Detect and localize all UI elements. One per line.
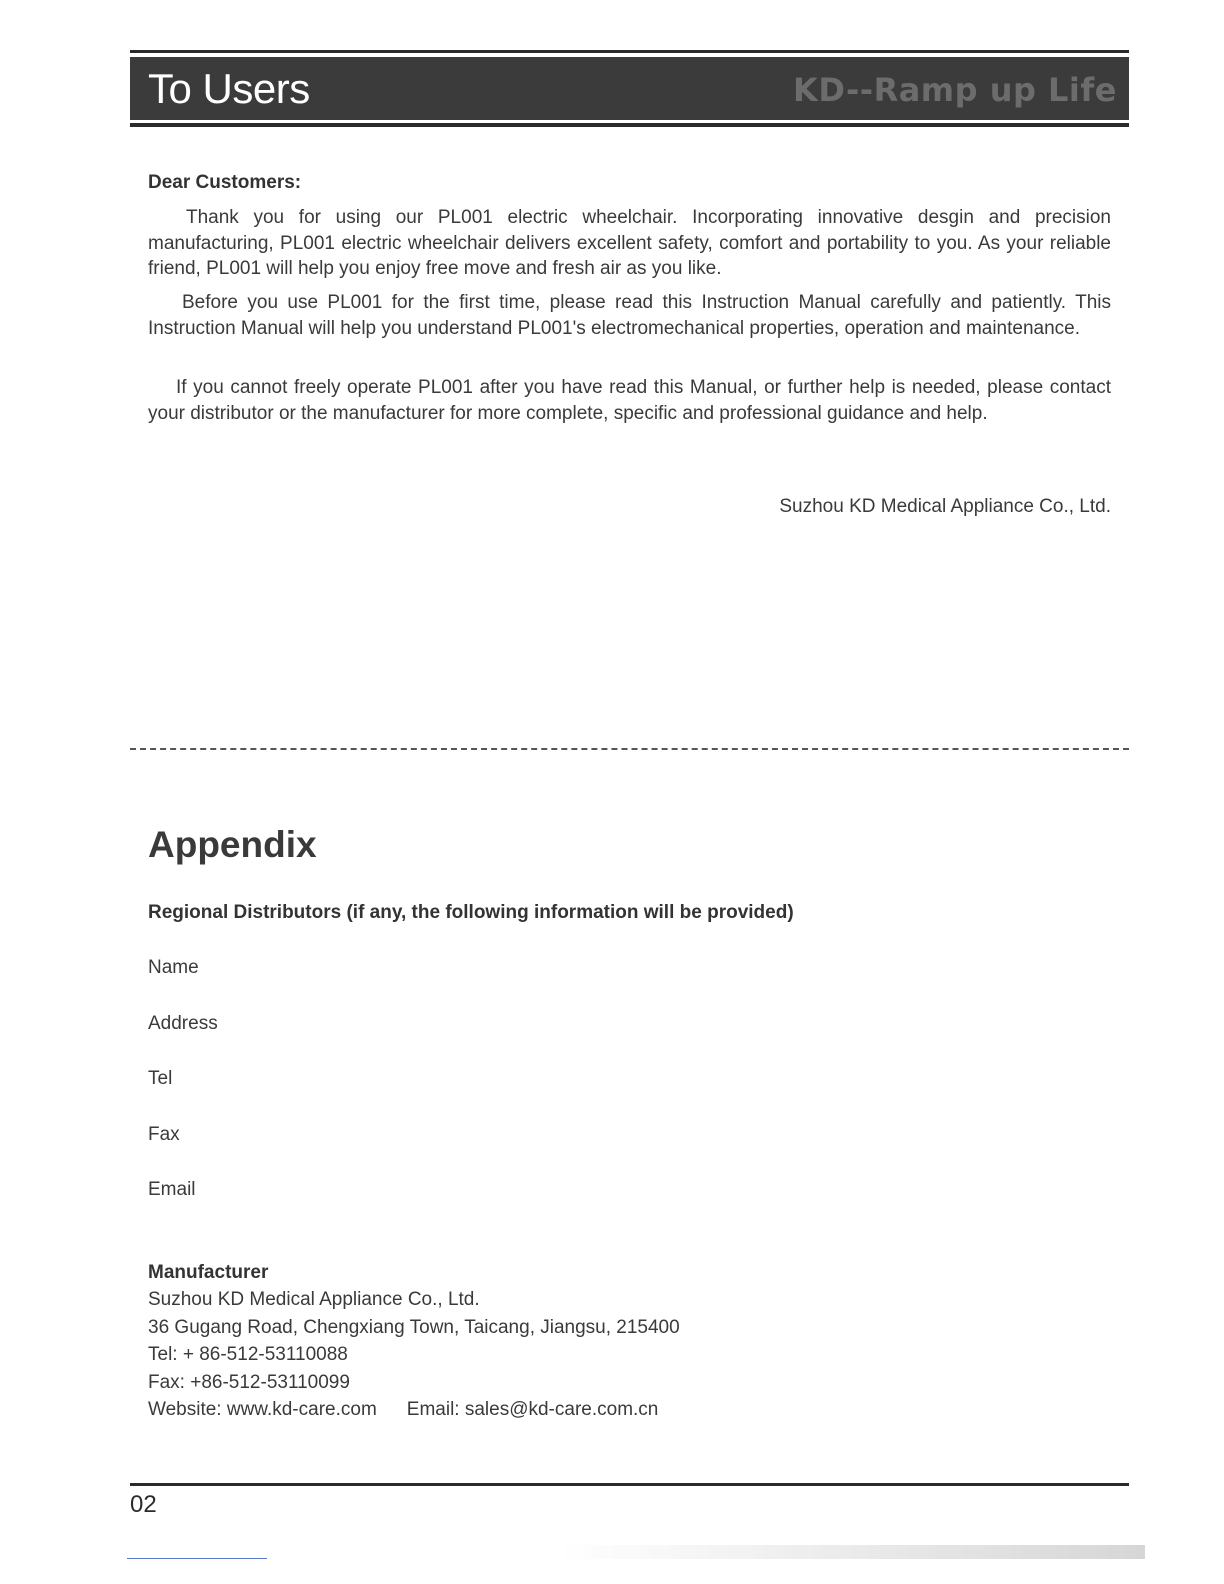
- field-label-name: Name: [148, 957, 199, 978]
- header-bottom-rule: [130, 123, 1129, 127]
- brand-slogan: KD--Ramp up Life: [793, 71, 1117, 109]
- dashed-divider: [130, 748, 1129, 750]
- manufacturer-company: Suzhou KD Medical Appliance Co., Ltd.: [148, 1289, 480, 1310]
- letter-paragraph: Thank you for using our PL001 electric wheelchair. Incorporating innovative desgin and precision manufacturing, PL001 electric wheelchair delivers excellent safety, comfort and portability to you. As your reliable friend, PL001 will help you enjoy free move and fresh air as you like.: [148, 207, 1111, 280]
- page-number: 02: [130, 1491, 157, 1518]
- header-top-rule: [130, 50, 1129, 53]
- manufacturer-address: 36 Gugang Road, Chengxiang Town, Taicang, Jiangsu, 215400: [148, 1317, 680, 1338]
- letter-paragraph: If you cannot freely operate PL001 after you have read this Manual, or further help is needed, please contact your distributor or the manufacturer for more complete, specific and professional guidance and help.: [148, 377, 1111, 424]
- scan-artifact-line: [127, 1558, 267, 1559]
- manufacturer-tel: Tel: + 86-512-53110088: [148, 1344, 348, 1365]
- footer-rule: [130, 1483, 1129, 1486]
- section-header-bar: [130, 57, 1129, 120]
- scan-artifact-shadow: [560, 1545, 1145, 1559]
- manufacturer-contact-line: [148, 1399, 658, 1421]
- letter-signature: Suzhou KD Medical Appliance Co., Ltd.: [779, 496, 1111, 517]
- letter-salutation: Dear Customers:: [148, 172, 302, 193]
- manufacturer-website: Website: www.kd-care.com: [148, 1399, 377, 1420]
- manufacturer-fax: Fax: +86-512-53110099: [148, 1372, 350, 1393]
- field-label-fax: Fax: [148, 1124, 180, 1145]
- field-label-address: Address: [148, 1013, 218, 1034]
- page-title: To Users: [148, 65, 310, 112]
- letter-paragraph: Before you use PL001 for the first time, please read this Instruction Manual carefully and patiently. This Instruction Manual will help you understand PL001's electromechanical properties, operation and maintenance.: [148, 292, 1111, 339]
- manufacturer-heading: Manufacturer: [148, 1262, 269, 1283]
- manufacturer-email: Email: sales@kd-care.com.cn: [406, 1399, 659, 1420]
- appendix-title: Appendix: [148, 824, 317, 865]
- distributors-heading: Regional Distributors (if any, the following information will be provided): [148, 902, 794, 923]
- field-label-email: Email: [148, 1179, 196, 1200]
- field-label-tel: Tel: [148, 1068, 173, 1089]
